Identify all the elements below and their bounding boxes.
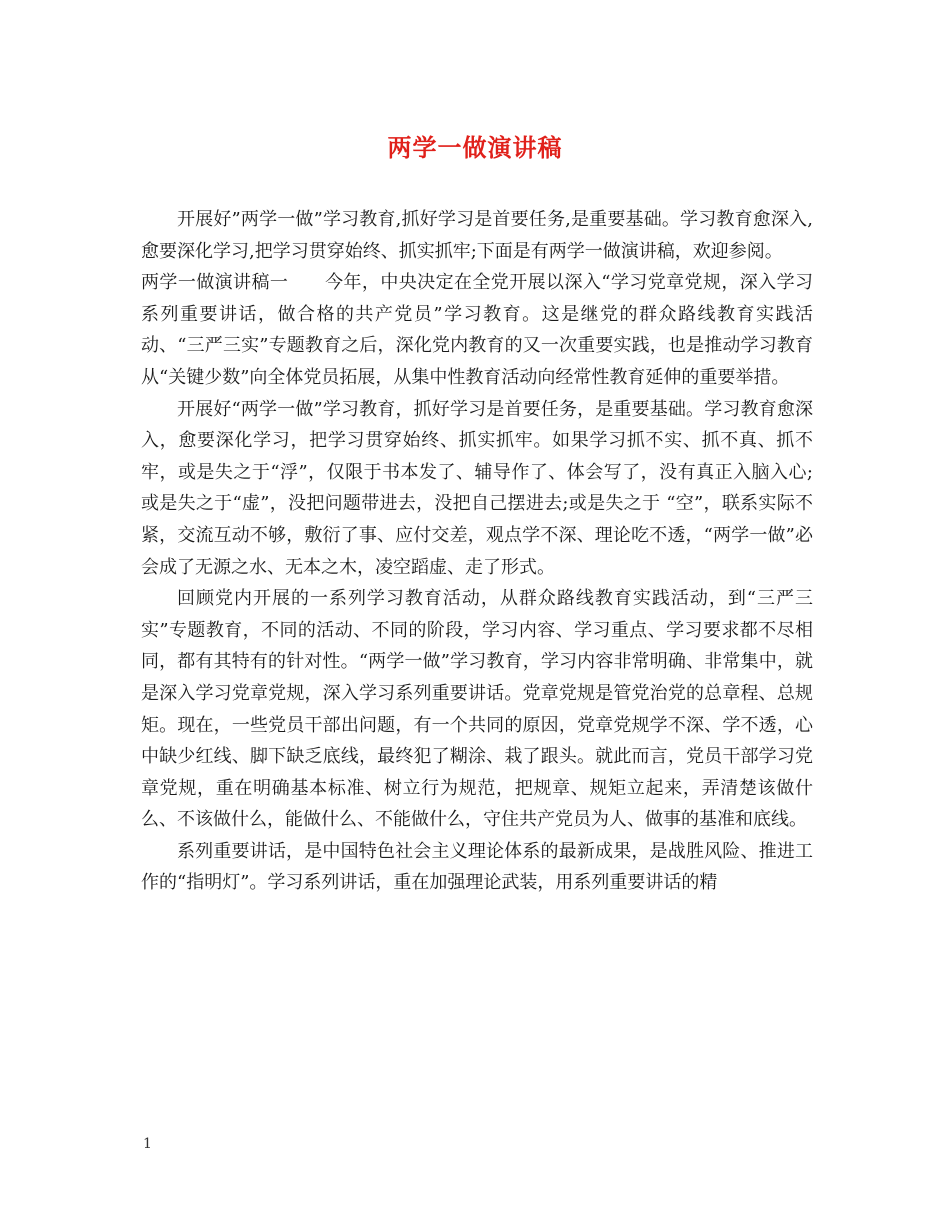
page-number: 1 bbox=[143, 1136, 152, 1152]
paragraph-intro: 开展好”两学一做”学习教育,抓好学习是首要任务,是重要基础。学习教育愈深入,愈要深化学习,把学习贯穿始终、抓实抓牢;下面是有两学一做演讲稿，欢迎参阅。 bbox=[141, 209, 813, 262]
paragraph-learning: 开展好“两学一做”学习教育，抓好学习是首要任务，是重要基础。学习教育愈深入，愈要深化学习，把学习贯穿始终、抓实抓牢。如果学习抓不实、抓不真、抓不牢，或是失之于“浮”，仅限于书本发了、辅导作了、体会写了，没有真正入脑入心;或是失之于“虚”，没把问题带进去，没把自己摆进去;或是失之于 “空”，联系实际不紧，交流互动不够，敷衍了事、应付交差，观点学不深、理论吃不透，“两学一做”必会成了无源之水、无本之木，凌空蹈虚、走了形式。 bbox=[141, 398, 813, 578]
paragraph-speech-one: 两学一做演讲稿一 今年，中央决定在全党开展以深入“学习党章党规，深入学习系列重要讲话，做合格的共产党员”学习教育。这是继党的群众路线教育实践活动、“三严三实”专题教育之后，深化党内教育的又一次重要实践，也是推动学习教育从“关键少数”向全体党员拓展，从集中性教育活动向经常性教育延伸的重要举措。 bbox=[141, 272, 813, 388]
paragraph-series-speeches: 系列重要讲话，是中国特色社会主义理论体系的最新成果，是战胜风险、推进工作的“指明灯”。学习系列讲话，重在加强理论武装，用系列重要讲话的精 bbox=[141, 840, 813, 894]
paragraph-review: 回顾党内开展的一系列学习教育活动，从群众路线教育实践活动，到“三严三实”专题教育，不同的活动、不同的阶段，学习内容、学习重点、学习要求都不尽相同，都有其特有的针对性。“两学一做”学习教育，学习内容非常明确、非常集中，就是深入学习党章党规，深入学习系列重要讲话。党章党规是管党治党的总章程、总规矩。现在，一些党员干部出问题，有一个共同的原因，党章党规学不深、学不透，心中缺少红线、脚下缺乏底线，最终犯了糊涂、栽了跟头。就此而言，党员干部学习党章党规，重在明确基本标准、树立行为规范，把规章、规矩立起来，弄清楚该做什么、不该做什么，能做什么、不能做什么，守住共产党员为人、做事的基准和底线。 bbox=[141, 588, 813, 831]
document-title: 两学一做演讲稿 bbox=[387, 133, 563, 162]
document-body bbox=[141, 204, 813, 899]
